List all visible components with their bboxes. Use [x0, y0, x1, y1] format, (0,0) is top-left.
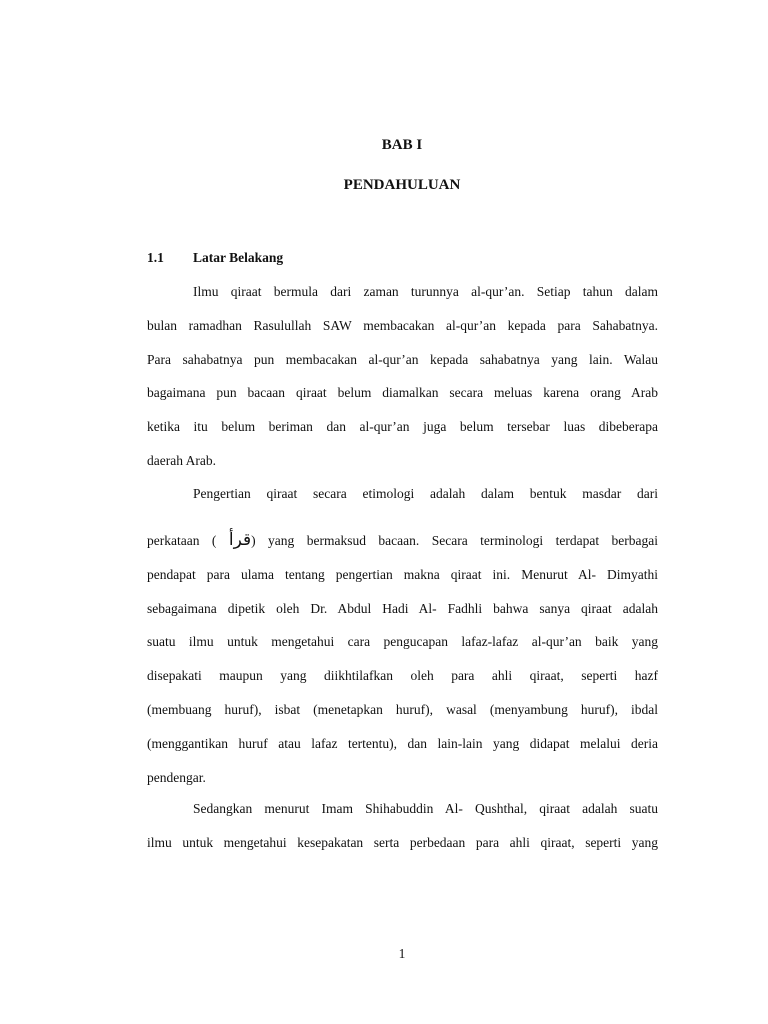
chapter-title: PENDAHULUAN	[343, 177, 461, 193]
arabic-word: قرأ	[228, 529, 252, 550]
paragraph-line: pendapat para ulama tentang pengertian makna qiraat ini. Menurut Al- Dimyathi	[147, 566, 658, 582]
paragraph-2	[147, 477, 658, 794]
paragraph-line: bagaimana pun bacaan qiraat belum diamalkan secara meluas karena orang Arab	[147, 385, 658, 401]
paragraph-3	[147, 792, 658, 860]
chapter-label: BAB I	[381, 137, 423, 153]
paragraph-line: (membuang huruf), isbat (menetapkan huruf), wasal (menyambung huruf), ibdal	[147, 701, 658, 717]
paragraph-line: pendengar.	[147, 769, 206, 785]
paragraph-line: ilmu untuk mengetahui kesepakatan serta perbedaan para ahli qiraat, seperti yang	[147, 834, 658, 850]
section-number: 1.1	[147, 250, 164, 265]
paragraph-line: sebagaimana dipetik oleh Dr. Abdul Hadi Al- Fadhli bahwa sanya qiraat adalah	[147, 600, 658, 616]
paragraph-line: Ilmu qiraat bermula dari zaman turunnya al-qur’an. Setiap tahun dalam	[193, 284, 658, 299]
arabic-prefix: perkataan (	[147, 532, 217, 548]
paragraph-line-arabic	[147, 511, 658, 558]
paragraph-line: ketika itu belum beriman dan al-qur’an juga belum tersebar luas dibeberapa	[147, 419, 658, 435]
section-title: Latar Belakang	[193, 250, 284, 265]
arabic-suffix: ) yang bermaksud bacaan. Secara terminologi terdapat berbagai	[251, 532, 658, 548]
paragraph-line: Sedangkan menurut Imam Shihabuddin Al- Qushthal, qiraat adalah suatu	[193, 801, 658, 816]
paragraph-line: (menggantikan huruf atau lafaz tertentu), dan lain-lain yang didapat melalui deria	[147, 735, 658, 751]
paragraph-line: Pengertian qiraat secara etimologi adalah dalam bentuk masdar dari	[193, 486, 658, 501]
paragraph-line: suatu ilmu untuk mengetahui cara pengucapan lafaz-lafaz al-qur’an baik yang	[147, 634, 658, 650]
paragraph-line: Para sahabatnya pun membacakan al-qur’an kepada sahabatnya yang lain. Walau	[147, 351, 658, 367]
paragraph-line: bulan ramadhan Rasulullah SAW membacakan al-qur’an kepada para Sahabatnya.	[147, 317, 658, 333]
section-heading	[147, 250, 283, 266]
paragraph-line: daerah Arab.	[147, 452, 216, 468]
paragraph-1	[147, 275, 658, 478]
page-number: 1	[398, 946, 406, 961]
paragraph-line: disepakati maupun yang diikhtilafkan oleh para ahli qiraat, seperti hazf	[147, 668, 658, 684]
